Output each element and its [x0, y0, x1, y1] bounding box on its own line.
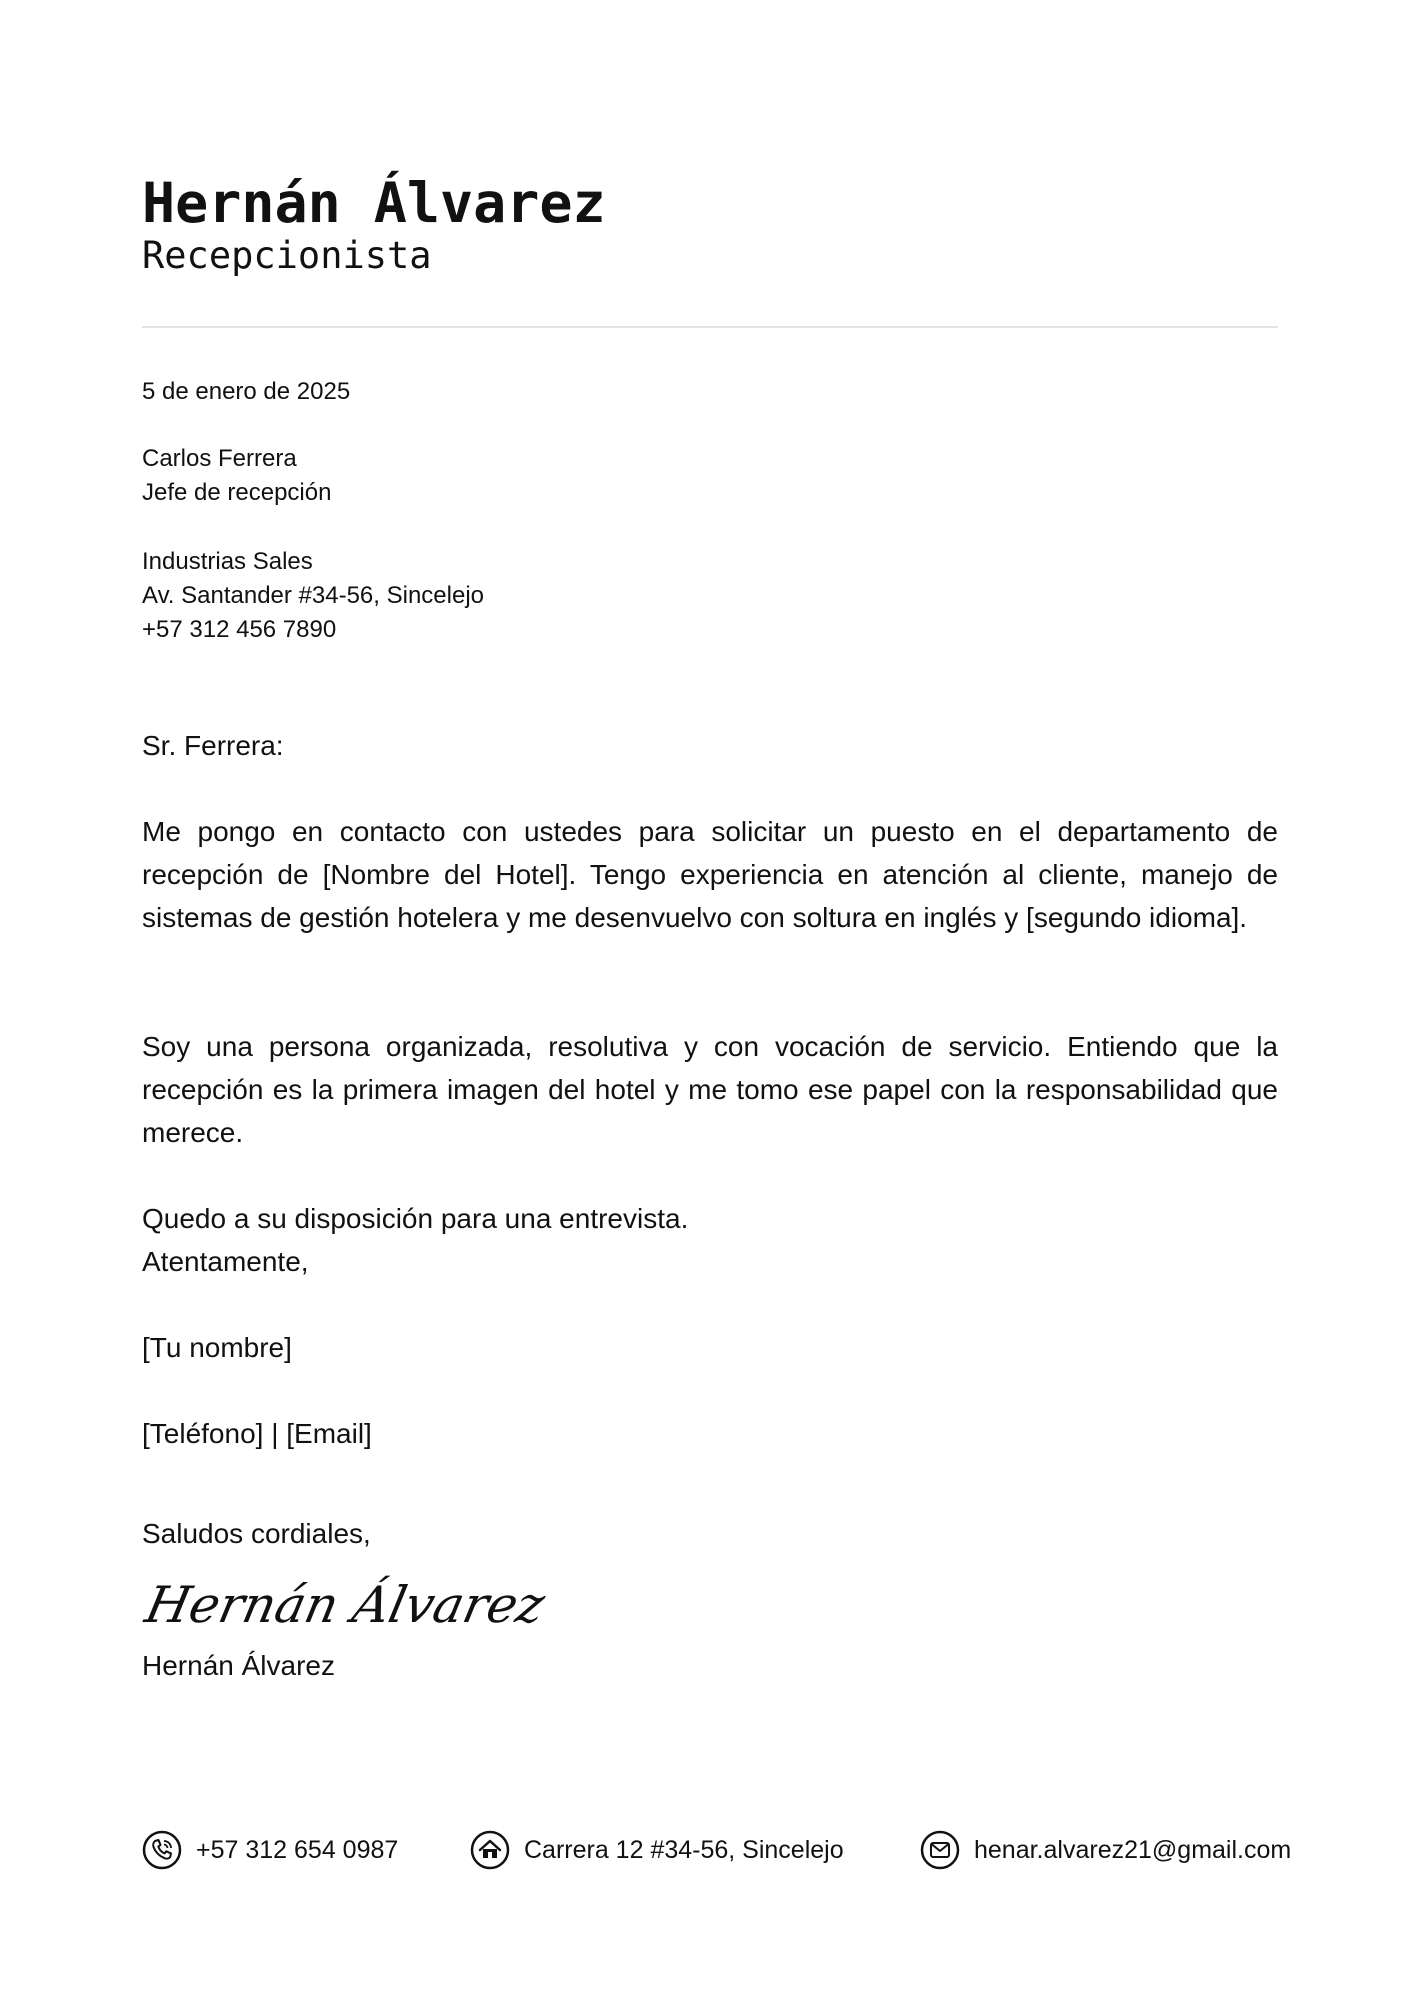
- availability-text: Quedo a su disposición para una entrevista.: [142, 1203, 689, 1234]
- closing-text-2: Saludos cordiales,: [142, 1518, 371, 1549]
- signed-name-block: [142, 1644, 1278, 1687]
- handwritten-signature: [140, 1570, 560, 1640]
- paragraph-2-text: Soy una persona organizada, resolutiva y con vocación de servicio. Entiendo que la recepción es la primera imagen del hotel y me tomo ese papel con la responsabilidad que merece.: [142, 1031, 1278, 1148]
- closing-2-block: [142, 1512, 1278, 1555]
- company-phone: +57 312 456 7890: [142, 616, 337, 643]
- mail-icon: [920, 1830, 960, 1870]
- placeholder-name-block: [142, 1326, 1278, 1369]
- recipient-block: [142, 442, 842, 510]
- letter-date: [142, 375, 842, 409]
- signature-graphic: [140, 1570, 560, 1640]
- company-name: Industrias Sales: [142, 548, 313, 575]
- signature-script: Hernán Álvarez: [140, 1575, 550, 1634]
- footer-phone: [142, 1828, 398, 1872]
- recipient-title: Jefe de recepción: [142, 479, 332, 506]
- footer-phone-text: +57 312 654 0987: [196, 1835, 399, 1864]
- recipient-name: Carlos Ferrera: [142, 445, 297, 472]
- sender-name: Hernán Álvarez: [142, 171, 606, 235]
- footer-email-text: henar.alvarez21@gmail.com: [974, 1835, 1292, 1864]
- placeholder-contact-block: [142, 1412, 1278, 1455]
- signed-name: Hernán Álvarez: [142, 1650, 335, 1681]
- contact-footer: [142, 1828, 1302, 1872]
- letter-header: [142, 172, 1278, 278]
- footer-address: [470, 1828, 844, 1872]
- company-address: Av. Santander #34-56, Sincelejo: [142, 582, 485, 609]
- footer-address-text: Carrera 12 #34-56, Sincelejo: [524, 1835, 844, 1864]
- placeholder-name: [Tu nombre]: [142, 1332, 292, 1363]
- footer-email: [920, 1828, 1291, 1872]
- letter-closing-block: [142, 1197, 1278, 1283]
- letter-paragraph-1: [142, 810, 1278, 939]
- date-text: 5 de enero de 2025: [142, 378, 351, 405]
- letter-paragraph-2: [142, 1025, 1278, 1154]
- company-block: [142, 545, 842, 647]
- letter-greeting: [142, 724, 1278, 767]
- phone-icon: [142, 1830, 182, 1870]
- paragraph-1-text: Me pongo en contacto con ustedes para solicitar un puesto en el departamento de recepción de [Nombre del Hotel]. Tengo experiencia en atención al cliente, manejo de sistemas de gestión hotelera y me desenvuelvo con soltura en inglés y [segundo idioma].: [142, 816, 1278, 933]
- home-icon: [470, 1830, 510, 1870]
- placeholder-contact: [Teléfono] | [Email]: [142, 1418, 372, 1449]
- closing-text-1: Atentamente,: [142, 1246, 309, 1277]
- header-divider: [142, 326, 1278, 328]
- greeting-text: Sr. Ferrera:: [142, 730, 284, 761]
- sender-role: Recepcionista: [142, 234, 432, 277]
